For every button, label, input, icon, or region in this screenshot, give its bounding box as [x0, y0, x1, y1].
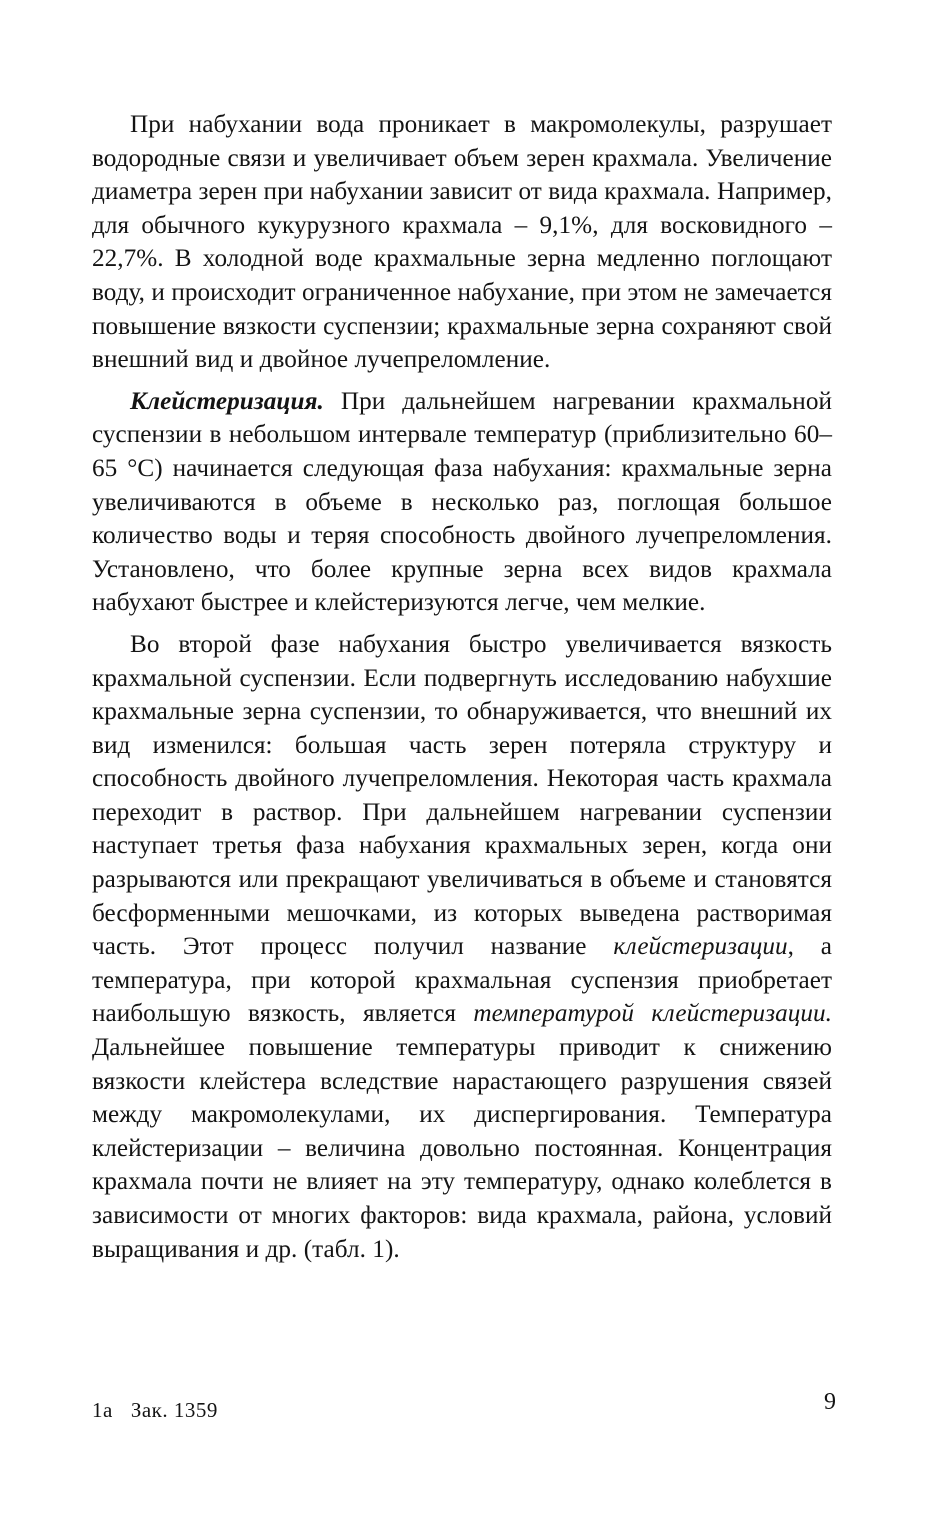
paragraph-text: Во второй фазе набухания быстро увеличивается вязкость крахмальной суспензии. Если подвергнуть исследованию набухшие крахмальные зерна суспензии, то обнаруживается, что внешний их вид изменился: большая часть зерен потеряла структуру и способность двойного лучепреломления. Некоторая часть крахмала переходит в раствор. При дальнейшем нагревании суспензии наступает третья фаза набухания крахмальных зерен, когда они разрываются или прекращают увеличиваться в объеме и становятся бесформенными мешочками, из которых выведена растворимая часть. Этот процесс получил название: [92, 630, 832, 961]
section-lead-term: Клейстеризация.: [130, 387, 324, 415]
paragraph-text: При набухании вода проникает в макромолекулы, разрушает водородные связи и увеличивает объем зерен крахмала. Увеличение диаметра зерен при набухании зависит от вида крахмала. Например, для обычного кукурузного крахмала – 9,1%, для восковидного – 22,7%. В холодной воде крахмальные зерна медленно поглощают воду, и происходит ограниченное набухание, при этом не замечается повышение вязкости суспензии; крахмальные зерна сохраняют свой внешний вид и двойное лучепреломление.: [92, 111, 832, 374]
body-text: [92, 108, 832, 1274]
paragraph-text: Дальнейшее повышение температуры приводит к снижению вязкости клейстера вследствие нарастающего разрушения связей между макромолекулами, их диспергирования. Температура клейстеризации – величина довольно постоянная. Концентрация крахмала почти не влияет на эту температуру, однако колеблется в зависимости от многих факторов: вида крахмала, района, условий выращивания и др. (табл. 1).: [92, 1034, 832, 1263]
paragraph-gelatinization: [92, 385, 832, 620]
paragraph-text: , а температура, при которой крахмальная суспензия приобретает наибольшую вязкость, является: [92, 933, 832, 1028]
order-number: Зак. 1359: [130, 1398, 218, 1422]
page-number: 9: [824, 1389, 836, 1415]
signature-mark: 1а: [92, 1398, 113, 1422]
paragraph-second-phase: [92, 628, 832, 1266]
printer-signature: [92, 1398, 218, 1422]
paragraph-text: При дальнейшем нагревании крахмальной суспензии в небольшом интервале температур (приблизительно 60–65 °С) начинается следующая фаза набухания: крахмальные зерна увеличиваются в объеме в несколько раз, поглощая большое количество воды и теряя способность двойного лучепреломления. Установлено, что более крупные зерна всех видов крахмала набухают быстрее и клейстеризуются легче, чем мелкие.: [92, 387, 832, 617]
italic-term: клейстеризации: [613, 933, 788, 961]
italic-term: температурой клейстеризации.: [473, 1000, 832, 1028]
paragraph-swelling: [92, 108, 832, 377]
